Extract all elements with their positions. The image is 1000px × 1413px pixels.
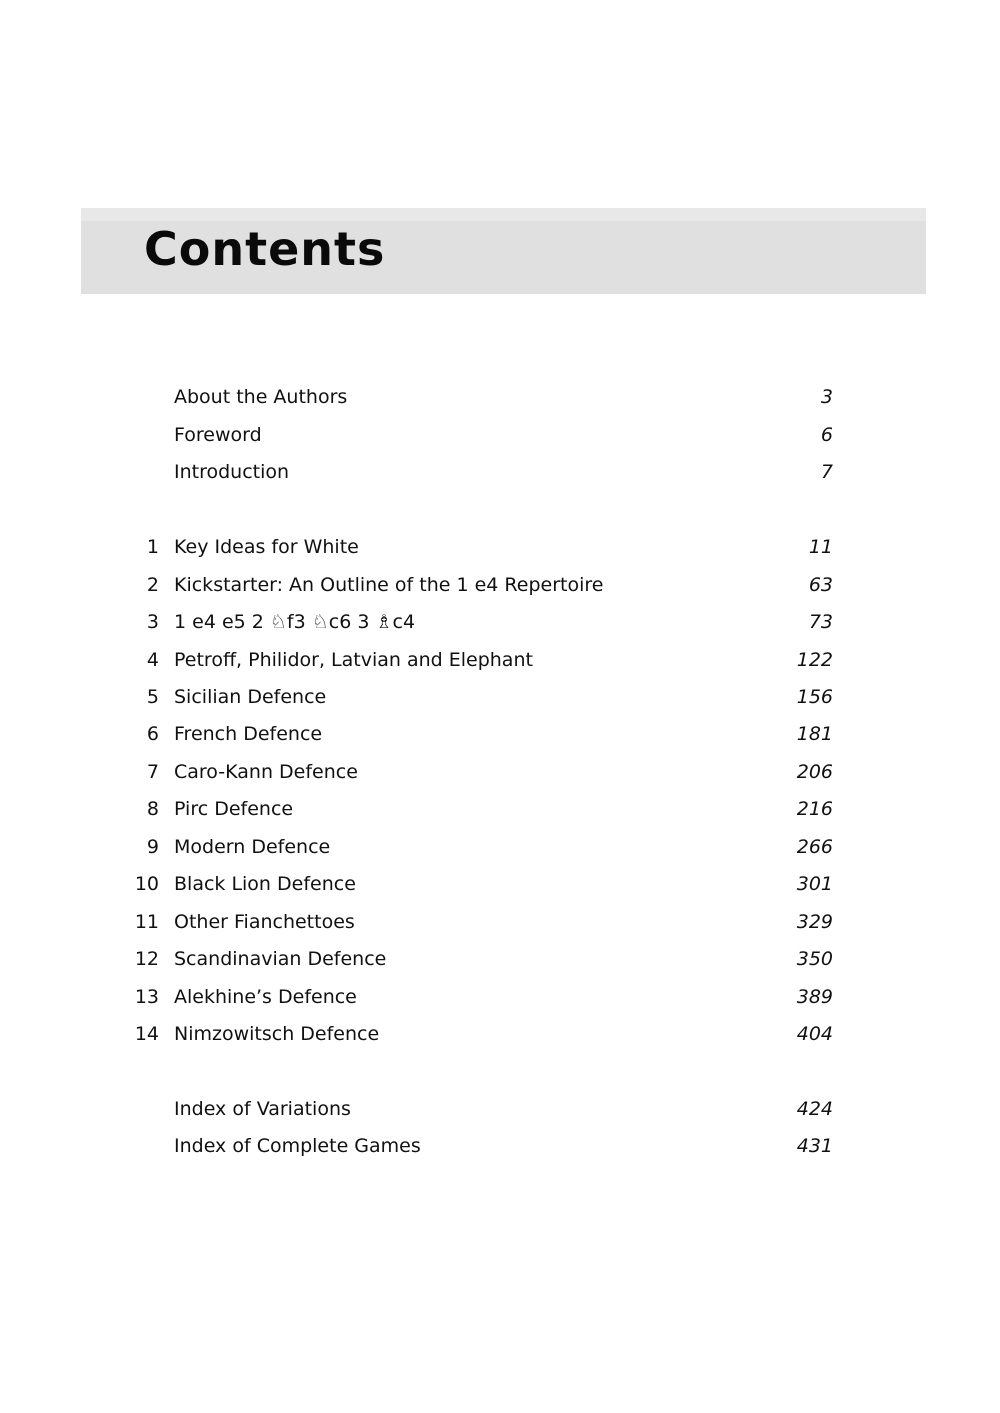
toc-chapter-6[interactable] <box>120 719 833 749</box>
toc-chapter-number: 13 <box>134 986 159 1008</box>
toc-entry-page: 424 <box>796 1098 833 1120</box>
toc-chapter-page: 11 <box>808 536 833 558</box>
toc-chapter-2[interactable] <box>120 570 833 600</box>
toc-chapter-label: Scandinavian Defence <box>174 948 387 970</box>
toc-chapter-label: Modern Defence <box>174 836 331 858</box>
toc-entry-foreword[interactable] <box>120 420 833 450</box>
toc-chapter-label: Pirc Defence <box>174 798 294 820</box>
toc-chapter-4[interactable] <box>120 645 833 675</box>
toc-entry-introduction[interactable] <box>120 457 833 487</box>
toc-entry-label: Introduction <box>174 461 290 483</box>
toc-chapter-9[interactable] <box>120 832 833 862</box>
toc-entry-index-of-complete-games[interactable] <box>120 1131 833 1161</box>
toc-chapter-number: 4 <box>146 649 159 671</box>
toc-chapter-page: 350 <box>796 948 833 970</box>
toc-chapter-page: 181 <box>796 723 833 745</box>
toc-chapter-page: 329 <box>796 911 833 933</box>
toc-chapter-number: 8 <box>146 798 159 820</box>
toc-chapter-label: Kickstarter: An Outline of the 1 e4 Repertoire <box>174 574 604 596</box>
toc-chapter-1[interactable] <box>120 532 833 562</box>
toc-chapter-page: 216 <box>796 798 833 820</box>
toc-chapter-label: 1 e4 e5 2 ♘f3 ♘c6 3 ♗c4 <box>174 611 416 633</box>
page-title: Contents <box>144 222 386 276</box>
toc-chapter-number: 2 <box>146 574 159 596</box>
toc-chapter-number: 5 <box>146 686 159 708</box>
toc-chapter-label: Sicilian Defence <box>174 686 327 708</box>
toc-chapter-number: 12 <box>134 948 159 970</box>
toc-chapter-number: 6 <box>146 723 159 745</box>
toc-chapter-7[interactable] <box>120 757 833 787</box>
toc-entry-page: 7 <box>820 461 833 483</box>
toc-chapter-label: French Defence <box>174 723 323 745</box>
toc-chapter-13[interactable] <box>120 982 833 1012</box>
toc-chapter-page: 122 <box>796 649 833 671</box>
toc-chapter-number: 9 <box>146 836 159 858</box>
toc-chapter-14[interactable] <box>120 1019 833 1049</box>
toc-chapter-3[interactable] <box>120 607 833 637</box>
toc-chapter-10[interactable] <box>120 869 833 899</box>
toc-chapter-label: Black Lion Defence <box>174 873 356 895</box>
toc-entry-page: 6 <box>820 424 833 446</box>
toc-entry-index-of-variations[interactable] <box>120 1094 833 1124</box>
toc-chapter-page: 156 <box>796 686 833 708</box>
toc-chapter-8[interactable] <box>120 794 833 824</box>
toc-chapter-12[interactable] <box>120 944 833 974</box>
toc-chapter-5[interactable] <box>120 682 833 712</box>
toc-chapter-page: 301 <box>796 873 833 895</box>
toc-entry-label: About the Authors <box>174 386 348 408</box>
toc-chapter-page: 266 <box>796 836 833 858</box>
toc-chapter-label: Other Fianchettoes <box>174 911 355 933</box>
toc-chapter-page: 206 <box>796 761 833 783</box>
toc-chapter-label: Alekhine’s Defence <box>174 986 357 1008</box>
toc-chapter-label: Key Ideas for White <box>174 536 359 558</box>
toc-chapter-page: 63 <box>808 574 833 596</box>
toc-chapter-label: Nimzowitsch Defence <box>174 1023 380 1045</box>
toc-entry-page: 431 <box>796 1135 833 1157</box>
toc-chapter-number: 14 <box>134 1023 159 1045</box>
toc-entry-about-the-authors[interactable] <box>120 382 833 412</box>
toc-chapter-number: 7 <box>146 761 159 783</box>
toc-chapter-number: 3 <box>146 611 159 633</box>
toc-entry-page: 3 <box>820 386 833 408</box>
toc-chapter-label: Caro-Kann Defence <box>174 761 358 783</box>
toc-chapter-number: 10 <box>134 873 159 895</box>
toc-chapter-page: 389 <box>796 986 833 1008</box>
toc-entry-label: Index of Variations <box>174 1098 351 1120</box>
toc-chapter-11[interactable] <box>120 907 833 937</box>
toc-chapter-label: Petroff, Philidor, Latvian and Elephant <box>174 649 533 671</box>
toc-entry-label: Foreword <box>174 424 262 446</box>
toc-entry-label: Index of Complete Games <box>174 1135 421 1157</box>
toc-chapter-page: 404 <box>796 1023 833 1045</box>
toc-chapter-page: 73 <box>808 611 833 633</box>
toc-chapter-number: 1 <box>146 536 159 558</box>
toc-chapter-number: 11 <box>134 911 159 933</box>
